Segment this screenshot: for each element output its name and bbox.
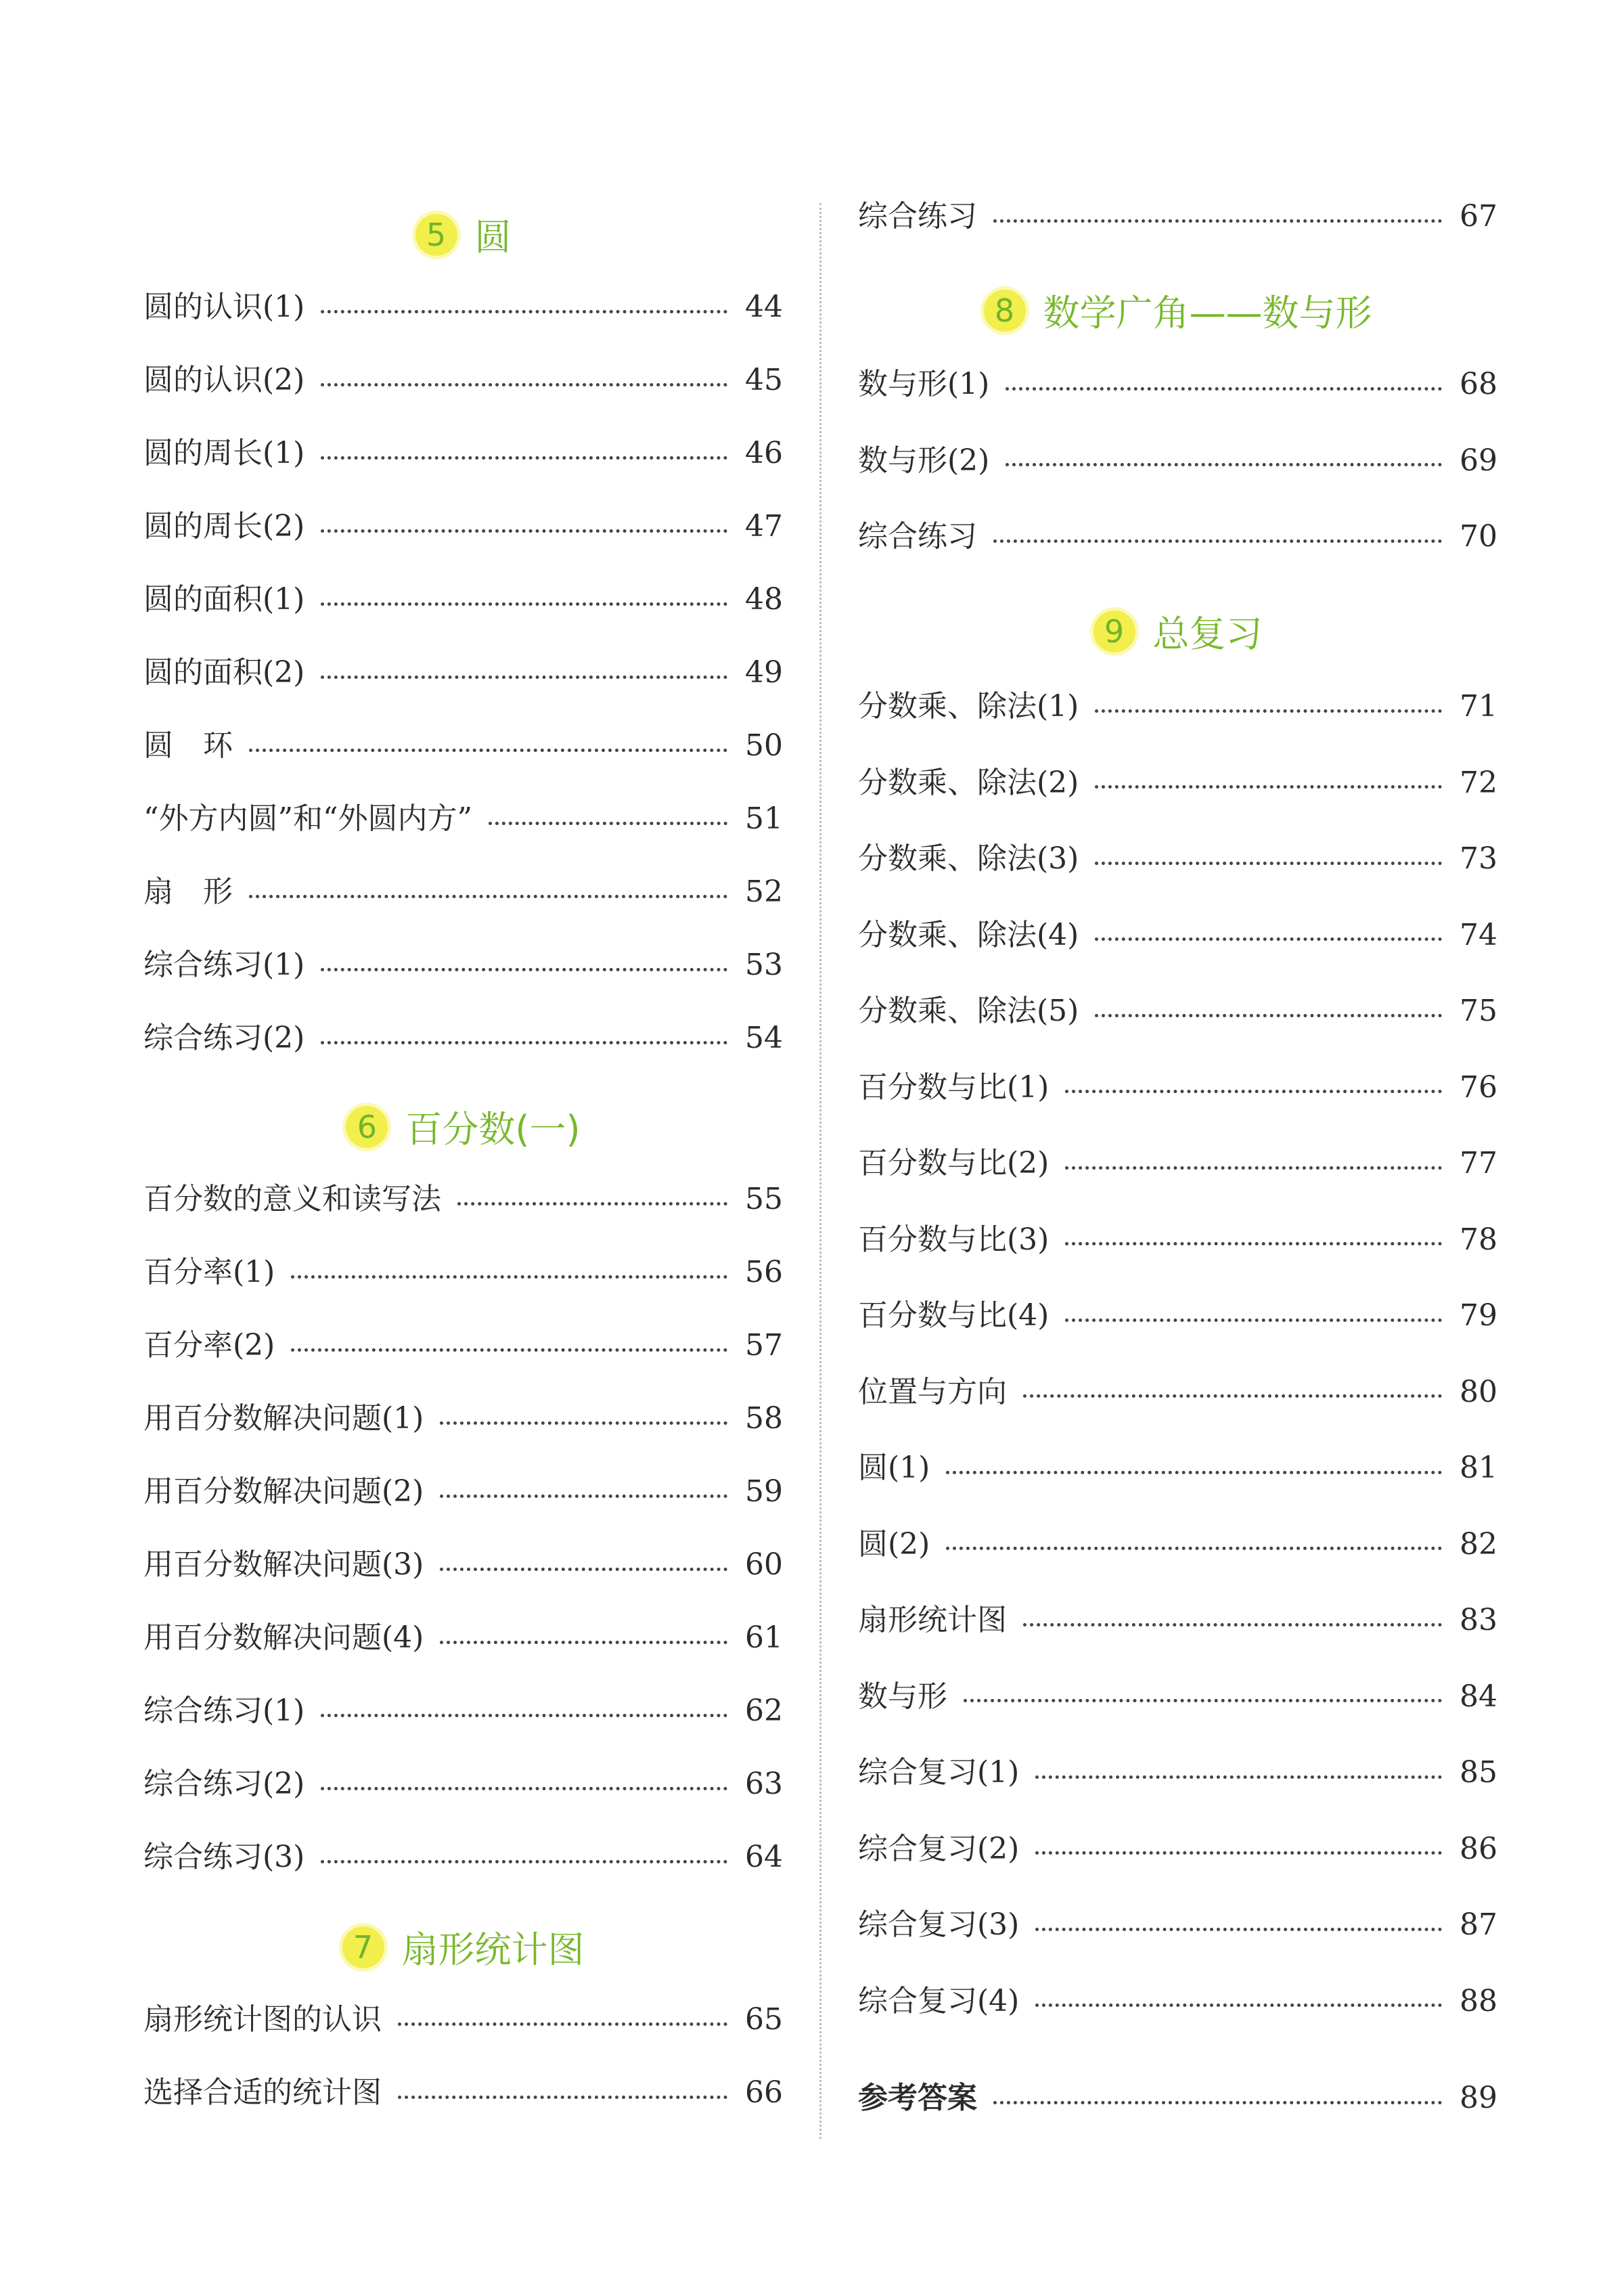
dot-leader [321, 968, 727, 971]
toc-entry[interactable] [858, 843, 1497, 875]
dot-leader [321, 676, 727, 679]
toc-entry[interactable] [858, 690, 1497, 723]
toc-entry-page-number: 47 [745, 509, 783, 544]
toc-entry-label: 分数乘、除法(3) [858, 841, 1079, 876]
toc-entry[interactable] [143, 1622, 783, 1654]
section-heading [143, 1921, 783, 1973]
dot-leader [440, 1495, 727, 1498]
dot-leader [321, 1860, 727, 1863]
toc-entry-label: 百分率(2) [143, 1328, 275, 1363]
toc-entry[interactable] [143, 1476, 783, 1508]
toc-entry-label: 圆的认识(1) [143, 290, 305, 324]
dot-leader [1065, 1319, 1442, 1322]
toc-entry-page-number: 79 [1460, 1298, 1497, 1333]
dot-leader [1035, 1775, 1442, 1779]
section-title: 扇形统计图 [401, 1928, 585, 1971]
toc-entry-page-number: 53 [745, 948, 783, 982]
toc-entry-label: 圆的面积(2) [143, 655, 305, 690]
toc-entry-label: 综合复习(3) [858, 1907, 1020, 1942]
dot-leader [1065, 1242, 1442, 1245]
dot-leader [1095, 709, 1442, 713]
toc-entry-page-number: 80 [1460, 1374, 1497, 1409]
toc-entry[interactable] [858, 1756, 1497, 1789]
toc-entry[interactable] [858, 368, 1497, 401]
dot-leader [321, 456, 727, 460]
toc-entry-page-number: 84 [1460, 1679, 1497, 1714]
section-title: 圆 [474, 216, 512, 259]
toc-entry[interactable] [143, 291, 783, 324]
dot-leader [398, 2096, 727, 2099]
toc-entry-label: 分数乘、除法(4) [858, 917, 1079, 952]
toc-entry[interactable] [143, 803, 783, 835]
toc-entry[interactable] [858, 1604, 1497, 1637]
section-heading [858, 284, 1497, 336]
section-heading [143, 1101, 783, 1153]
toc-entry-page-number: 64 [745, 1840, 783, 1874]
dot-leader [1095, 862, 1442, 865]
dot-leader [964, 1699, 1442, 1702]
section-title: 数学广角——数与形 [1043, 292, 1372, 334]
toc-entry-page-number: 63 [745, 1767, 783, 1801]
toc-entry-page-number: 74 [1460, 917, 1497, 952]
toc-entry-label: 选择合适的统计图 [143, 2075, 382, 2110]
toc-entry[interactable] [858, 1909, 1497, 1941]
toc-entry-label: 用百分数解决问题(2) [143, 1474, 424, 1509]
dot-leader [440, 1641, 727, 1644]
toc-entry-label: 综合练习 [858, 519, 977, 554]
dot-leader [321, 1041, 727, 1044]
dot-leader [1035, 2004, 1442, 2007]
toc-entry[interactable] [143, 2004, 783, 2036]
toc-entry-label: 百分数与比(3) [858, 1222, 1050, 1257]
dot-leader [1095, 937, 1442, 941]
toc-entry[interactable] [858, 1224, 1497, 1256]
toc-entry[interactable] [858, 1071, 1497, 1104]
dot-leader [321, 383, 727, 386]
toc-entry[interactable] [858, 1452, 1497, 1484]
toc-entry-label: 参考答案 [858, 2081, 977, 2115]
toc-entry-label: 圆的周长(1) [143, 436, 305, 470]
toc-entry[interactable] [143, 364, 783, 397]
section-number-badge: 8 [984, 290, 1026, 332]
toc-entry-label: 圆的认识(2) [143, 363, 305, 397]
toc-entry-page-number: 59 [745, 1474, 783, 1509]
toc-entry[interactable] [858, 995, 1497, 1027]
dot-leader [1035, 1851, 1442, 1855]
dot-leader [440, 1568, 727, 1571]
toc-entry[interactable] [858, 445, 1497, 477]
dot-leader [946, 1547, 1442, 1550]
toc-entry-label: 百分数与比(4) [858, 1298, 1050, 1333]
toc-entry-label: 综合练习(1) [143, 1694, 305, 1728]
toc-entry-page-number: 60 [745, 1547, 783, 1582]
toc-entry-page-number: 75 [1460, 994, 1497, 1028]
section-heading-inner [415, 208, 512, 261]
toc-entry[interactable] [143, 510, 783, 543]
section-number-badge: 6 [346, 1106, 388, 1148]
toc-entry-page-number: 46 [745, 436, 783, 470]
dot-leader [1023, 1623, 1442, 1627]
toc-entry-page-number: 70 [1460, 519, 1497, 554]
toc-entry-label: 综合练习(1) [143, 948, 305, 982]
dot-leader [993, 2101, 1442, 2104]
toc-entry[interactable] [858, 1833, 1497, 1865]
section-heading-inner [342, 1921, 585, 1973]
dot-leader [946, 1471, 1442, 1474]
toc-entry[interactable] [143, 1256, 783, 1289]
dot-leader [398, 2022, 727, 2026]
section-heading-inner [346, 1101, 580, 1153]
dot-leader [321, 310, 727, 313]
toc-entry-label: 百分数与比(1) [858, 1069, 1050, 1105]
dot-leader [249, 895, 727, 898]
dot-leader [457, 1202, 727, 1205]
column-divider [819, 203, 821, 2139]
toc-entry-page-number: 56 [745, 1255, 783, 1289]
toc-entry-label: 用百分数解决问题(1) [143, 1401, 424, 1436]
toc-entry[interactable] [858, 1300, 1497, 1332]
section-heading-inner [984, 284, 1372, 336]
dot-leader [1023, 1394, 1442, 1398]
toc-entry-page-number: 78 [1460, 1222, 1497, 1257]
toc-entry-page-number: 49 [745, 655, 783, 690]
toc-entry[interactable] [858, 1985, 1497, 2018]
toc-entry-page-number: 65 [745, 2002, 783, 2037]
toc-entry-page-number: 88 [1460, 1983, 1497, 2018]
toc-entry[interactable] [858, 1681, 1497, 1713]
toc-entry-label: 扇 形 [143, 875, 233, 909]
toc-entry-page-number: 85 [1460, 1755, 1497, 1790]
toc-entry-label: 圆的面积(1) [143, 582, 305, 617]
toc-entry-page-number: 55 [745, 1182, 783, 1216]
toc-entry[interactable] [858, 767, 1497, 799]
section-title: 百分数(一) [405, 1108, 581, 1151]
toc-entry[interactable] [143, 949, 783, 981]
dot-leader [321, 602, 727, 606]
toc-entry-page-number: 83 [1460, 1603, 1497, 1637]
toc-entry-page-number: 58 [745, 1401, 783, 1436]
toc-entry-label: “外方内圆”和“外圆内方” [143, 801, 472, 836]
dot-leader [1095, 1014, 1442, 1017]
toc-entry[interactable] [143, 876, 783, 908]
dot-leader [1065, 1090, 1442, 1093]
toc-entry-label: 百分率(1) [143, 1255, 275, 1289]
toc-entry-page-number: 86 [1460, 1831, 1497, 1866]
toc-entry-label: 综合练习(3) [143, 1840, 305, 1874]
toc-entry-page-number: 77 [1460, 1146, 1497, 1180]
toc-entry[interactable] [143, 2077, 783, 2109]
toc-entry[interactable] [143, 1695, 783, 1727]
toc-entry-page-number: 61 [745, 1620, 783, 1655]
toc-entry-page-number: 62 [745, 1694, 783, 1728]
toc-entry[interactable] [143, 437, 783, 470]
section-number-badge: 5 [415, 214, 457, 256]
dot-leader [440, 1421, 727, 1425]
toc-entry-label: 综合复习(4) [858, 1983, 1020, 2018]
toc-entry-page-number: 81 [1460, 1451, 1497, 1485]
toc-entry-label: 圆 环 [143, 728, 233, 763]
toc-entry[interactable] [143, 1022, 783, 1055]
dot-leader [1035, 1928, 1442, 1931]
toc-entry-page-number: 54 [745, 1021, 783, 1055]
dot-leader [489, 822, 727, 825]
section-title: 总复习 [1152, 613, 1263, 655]
toc-entry[interactable] [143, 1841, 783, 1874]
section-heading [143, 208, 783, 261]
toc-entry-page-number: 72 [1460, 765, 1497, 800]
dot-leader [1095, 785, 1442, 789]
toc-entry[interactable] [858, 521, 1497, 553]
dot-leader [1006, 387, 1442, 391]
toc-entry-page-number: 66 [745, 2075, 783, 2110]
toc-entry[interactable] [143, 1183, 783, 1216]
dot-leader [291, 1275, 727, 1279]
toc-entry-page-number: 44 [745, 290, 783, 324]
dot-leader [321, 529, 727, 533]
section-heading [858, 605, 1497, 657]
toc-entry-page-number: 76 [1460, 1069, 1497, 1105]
dot-leader [1065, 1166, 1442, 1170]
toc-entry-page-number: 51 [745, 801, 783, 836]
toc-entry-page-number: 69 [1460, 443, 1497, 478]
toc-entry-label: 综合练习(2) [143, 1021, 305, 1055]
toc-entry-label: 分数乘、除法(2) [858, 765, 1079, 800]
toc-entry[interactable] [858, 200, 1497, 233]
toc-entry-label: 位置与方向 [858, 1374, 1007, 1409]
toc-entry-label: 数与形(2) [858, 443, 990, 478]
toc-entry[interactable] [143, 1329, 783, 1362]
toc-entry-label: 扇形统计图 [858, 1603, 1007, 1637]
toc-entry-label: 圆的周长(2) [143, 509, 305, 544]
toc-entry-label: 百分数与比(2) [858, 1146, 1050, 1180]
toc-entry-page-number: 73 [1460, 841, 1497, 876]
toc-entry-page-number: 45 [745, 363, 783, 397]
section-heading-inner [1093, 605, 1263, 657]
toc-entry[interactable] [858, 1376, 1497, 1409]
toc-entry[interactable] [143, 1402, 783, 1435]
dot-leader [321, 1787, 727, 1790]
toc-entry[interactable] [143, 1768, 783, 1800]
toc-entry-label: 百分数的意义和读写法 [143, 1182, 441, 1216]
dot-leader [993, 539, 1442, 543]
toc-entry-label: 圆(1) [858, 1451, 930, 1485]
dot-leader [291, 1348, 727, 1352]
dot-leader [321, 1714, 727, 1717]
toc-entry-page-number: 57 [745, 1328, 783, 1363]
dot-leader [993, 219, 1442, 223]
toc-entry-page-number: 71 [1460, 689, 1497, 724]
toc-entry-page-number: 89 [1460, 2081, 1497, 2115]
toc-entry[interactable] [143, 730, 783, 762]
toc-entry-label: 扇形统计图的认识 [143, 2002, 382, 2037]
toc-entry[interactable] [143, 1549, 783, 1581]
toc-entry-label: 综合练习(2) [143, 1767, 305, 1801]
toc-entry-page-number: 68 [1460, 367, 1497, 401]
toc-entry[interactable] [858, 919, 1497, 952]
toc-entry-label: 综合复习(2) [858, 1831, 1020, 1866]
toc-entry-page-number: 52 [745, 875, 783, 909]
toc-entry-page-number: 50 [745, 728, 783, 763]
section-number-badge: 9 [1093, 611, 1135, 652]
toc-entry-label: 数与形 [858, 1679, 947, 1714]
toc-entry-page-number: 48 [745, 582, 783, 617]
toc-entry-label: 综合复习(1) [858, 1755, 1020, 1790]
toc-entry[interactable] [143, 583, 783, 616]
toc-entry-page-number: 67 [1460, 199, 1497, 234]
toc-entry[interactable] [858, 1147, 1497, 1180]
toc-entry-label: 用百分数解决问题(3) [143, 1547, 424, 1582]
toc-entry-page-number: 87 [1460, 1907, 1497, 1942]
toc-entry[interactable] [858, 2082, 1497, 2115]
dot-leader [1006, 463, 1442, 466]
toc-entry-label: 综合练习 [858, 199, 977, 234]
toc-entry[interactable] [858, 1528, 1497, 1561]
toc-entry-page-number: 82 [1460, 1526, 1497, 1562]
toc-entry-label: 圆(2) [858, 1526, 930, 1562]
toc-entry[interactable] [143, 657, 783, 689]
dot-leader [249, 749, 727, 752]
toc-entry-label: 数与形(1) [858, 367, 990, 401]
toc-entry-label: 分数乘、除法(5) [858, 994, 1079, 1028]
toc-entry-label: 分数乘、除法(1) [858, 689, 1079, 724]
section-number-badge: 7 [342, 1926, 384, 1968]
toc-entry-label: 用百分数解决问题(4) [143, 1620, 424, 1655]
